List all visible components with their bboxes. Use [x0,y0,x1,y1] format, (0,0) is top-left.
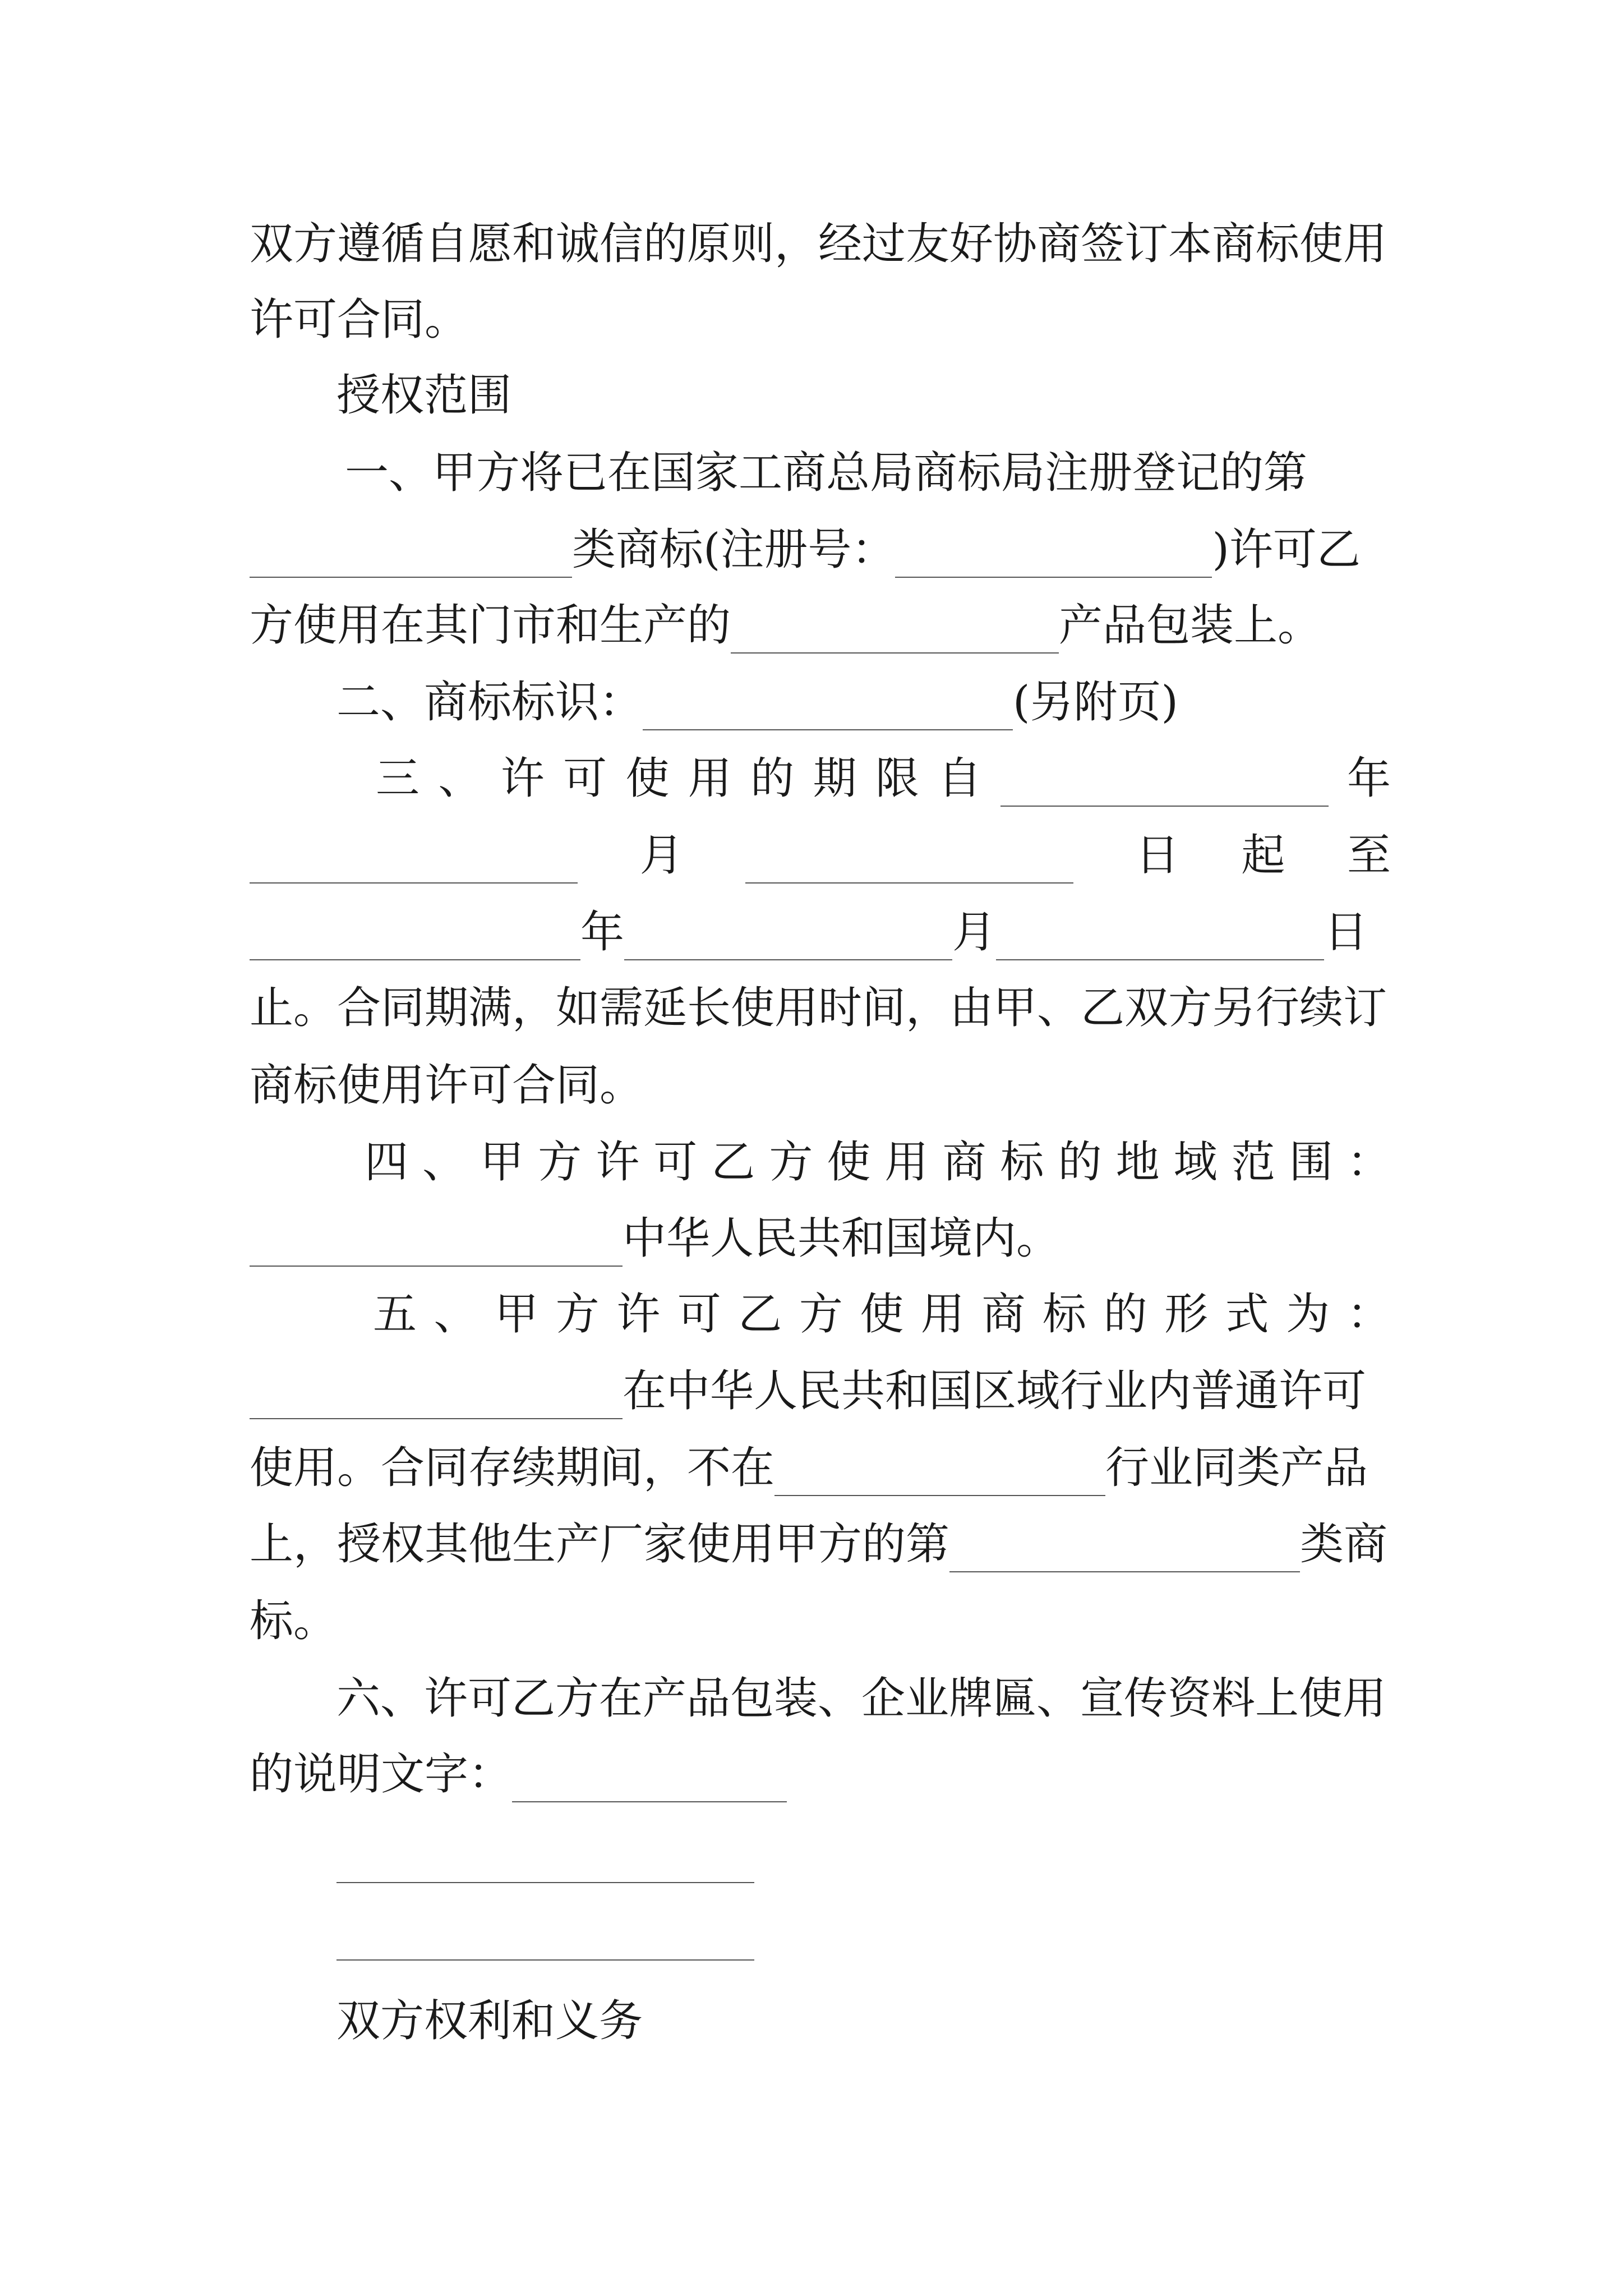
clause-char: 域 [1173,1137,1218,1188]
clause-char: 三 [376,753,420,804]
clause-6-line-1: 六、许可乙方在产品包装、企业牌匾、宣传资料上使用 [336,1673,1387,1724]
blank-field[interactable] [949,1532,1300,1572]
section-heading-rights: 双方权利和义务 [336,1996,643,2046]
clause-5-line-1 [373,1286,1391,1342]
clause-5-text-c: 行业同类产品 [1105,1443,1368,1493]
clause-char: 自 [938,753,982,804]
clause-1-text-d: 产品包装上。 [1059,600,1322,651]
blank-field[interactable] [996,920,1324,960]
clause-char: 的 [750,753,795,804]
clause-6-line-2 [250,1746,1391,1802]
clause-5-line-2 [250,1363,1391,1419]
clause-4-line-1 [365,1134,1391,1190]
blank-line[interactable] [336,1882,754,1883]
clause-char: ： [1347,1289,1391,1340]
clause-char: 方 [555,1289,600,1340]
clause-1-line-2 [250,522,1391,578]
clause-5-line-3 [250,1440,1391,1496]
clause-2-text-b: (另附页) [1013,677,1178,728]
clause-6-text: 的说明文字： [250,1749,513,1800]
clause-char: 至 [1347,830,1391,881]
clause-char: 乙 [711,1137,755,1188]
clause-char: 年 [580,907,625,958]
blank-field[interactable] [624,920,952,960]
clause-3-line-4: 止。合同期满，如需延长使用时间，由甲、乙双方另行续订 [250,983,1387,1033]
clause-1-text-b: )许可乙 [1212,524,1361,575]
clause-char: 商 [942,1137,986,1188]
blank-field[interactable] [745,843,1073,884]
clause-char: ： [1347,1137,1391,1188]
intro-line-1: 双方遵循自愿和诚信的原则，经过友好协商签订本商标使用 [250,219,1387,269]
clause-char: 商 [981,1289,1026,1340]
clause-char: 地 [1115,1137,1160,1188]
clause-char: 起 [1241,830,1285,881]
clause-char: 五 [373,1289,417,1340]
clause-char: 乙 [738,1289,782,1340]
blank-field[interactable] [250,843,578,884]
blank-field[interactable] [774,1456,1105,1496]
clause-2-text-a: 二、商标标识： [336,677,643,728]
clause-1-line-1: 一、甲方将已在国家工商总局商标局注册登记的第 [345,448,1308,498]
clause-char: 可 [677,1289,721,1340]
clause-char: 标 [1043,1289,1087,1340]
clause-char: 日 [1135,830,1179,881]
clause-1-text-c: 方使用在其门市和生产的 [250,600,731,651]
clause-char: 日 [1324,907,1368,958]
blank-field[interactable] [512,1762,787,1802]
clause-char: 方 [538,1137,582,1188]
clause-char: 、 [438,753,482,804]
clause-char: 可 [653,1137,698,1188]
clause-char: 月 [952,907,997,958]
clause-char: 为 [1286,1289,1330,1340]
blank-field[interactable] [1000,766,1329,807]
blank-field[interactable] [250,537,572,578]
clause-char: 的 [1103,1289,1147,1340]
clause-char: 使 [860,1289,904,1340]
clause-char: 许 [616,1289,661,1340]
clause-char: 月 [639,830,684,881]
section-heading-scope: 授权范围 [336,370,512,421]
clause-5-text-d: 上，授权其他生产厂家使用甲方的第 [250,1519,950,1570]
blank-line[interactable] [336,1959,754,1961]
blank-field[interactable] [250,1226,623,1267]
clause-char: 、 [422,1137,467,1188]
clause-char: 式 [1225,1289,1269,1340]
clause-char: 许 [500,753,545,804]
clause-char: 用 [688,753,732,804]
blank-field[interactable] [895,537,1212,578]
clause-5-line-4 [250,1516,1391,1572]
clause-3-line-1 [376,751,1391,807]
clause-char: 用 [920,1289,965,1340]
clause-char: 使 [827,1137,871,1188]
blank-field[interactable] [731,613,1059,654]
clause-1-text-a: 类商标(注册号： [572,524,896,575]
clause-5-text-a: 在中华人民共和国区域行业内普通许可 [623,1366,1367,1416]
clause-char: 期 [813,753,857,804]
clause-char: 可 [563,753,607,804]
clause-1-line-3 [250,597,1391,654]
clause-3-line-2 [250,827,1391,884]
clause-char: 年 [1347,753,1391,804]
clause-char: 形 [1164,1289,1209,1340]
clause-char: 甲 [480,1137,524,1188]
clause-4-text: 中华人民共和国境内。 [623,1213,1061,1264]
clause-char: 甲 [495,1289,539,1340]
clause-char: 方 [769,1137,813,1188]
clause-char: 使 [625,753,670,804]
clause-char: 许 [596,1137,640,1188]
clause-5-text-b: 使用。合同存续期间，不在 [250,1443,775,1493]
blank-field[interactable] [250,920,580,960]
blank-field[interactable] [250,1379,623,1419]
blank-field[interactable] [643,690,1013,730]
clause-char: 方 [799,1289,843,1340]
clause-2-line [336,674,1391,730]
clause-char: 、 [434,1289,478,1340]
clause-3-line-3 [250,904,1391,960]
clause-char: 限 [875,753,919,804]
clause-char: 范 [1231,1137,1275,1188]
clause-char: 围 [1289,1137,1333,1188]
clause-char: 用 [884,1137,929,1188]
intro-line-2: 许可合同。 [250,295,469,345]
clause-5-text-e: 类商 [1300,1519,1388,1570]
clause-char: 标 [1000,1137,1044,1188]
clause-3-line-5: 商标使用许可合同。 [250,1060,644,1111]
clause-4-line-2 [250,1211,1391,1267]
clause-5-line-5: 标。 [250,1596,338,1646]
clause-char: 的 [1058,1137,1102,1188]
clause-char: 四 [365,1137,409,1188]
